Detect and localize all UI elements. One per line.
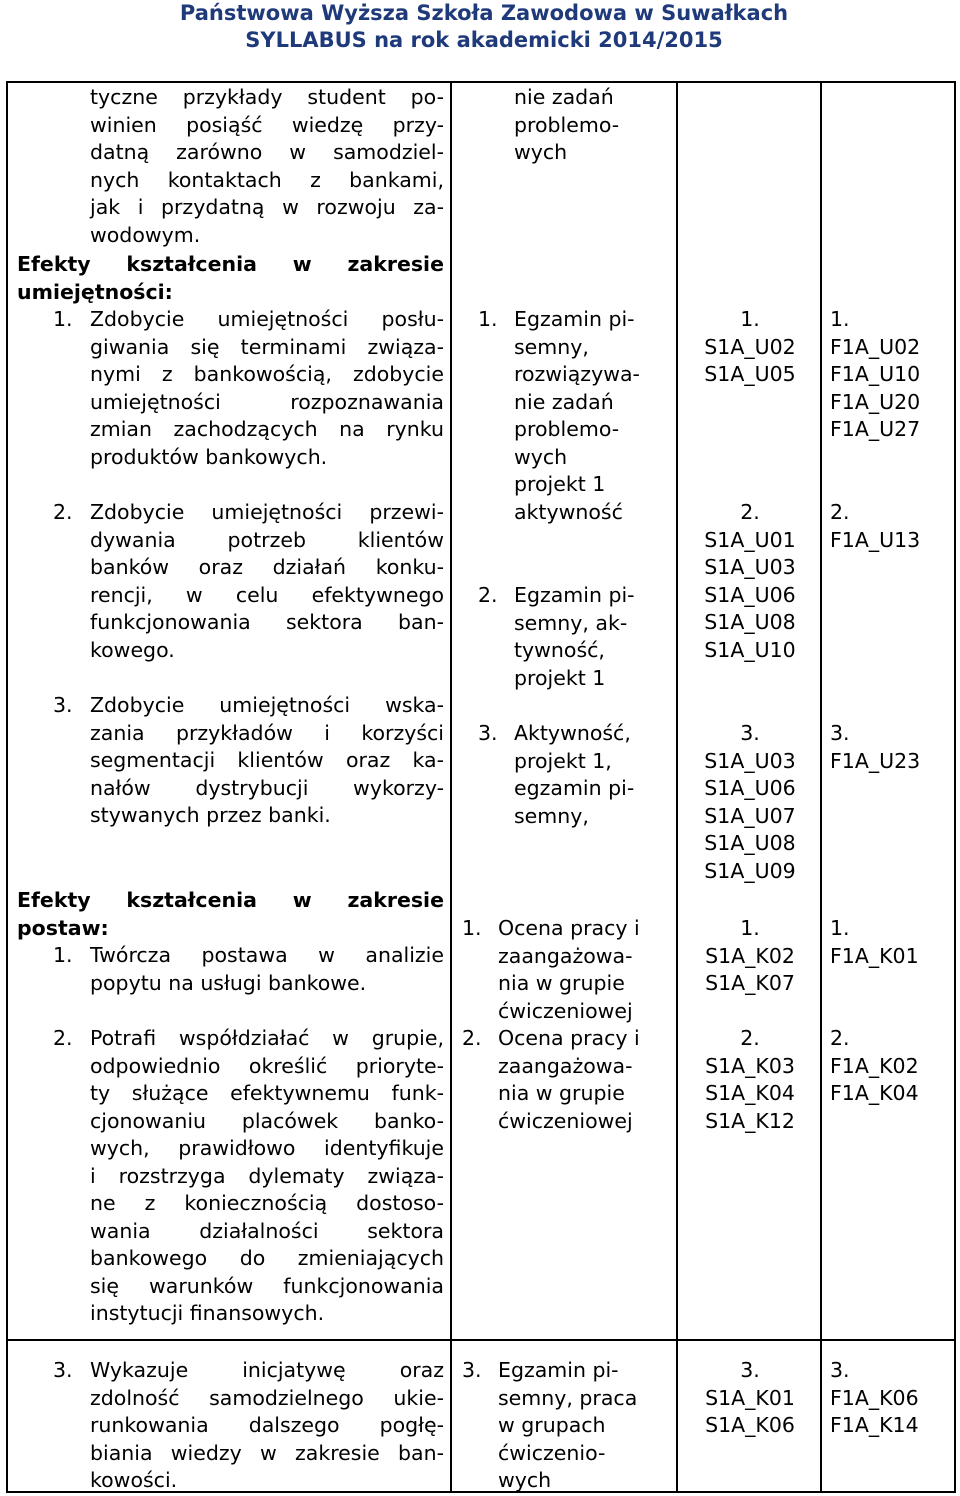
- text-line: S1A_U01: [704, 527, 796, 552]
- text-line: cjonowaniu placówek banko-: [90, 1108, 444, 1133]
- text-line: wodowym.: [90, 222, 201, 247]
- text-line: 2.: [830, 500, 850, 524]
- text-line: Egzamin pi-: [514, 583, 635, 607]
- f1a-codes-attitude-1: [830, 915, 952, 970]
- text-line: zmian zachodzących na rynku: [90, 417, 444, 441]
- text-line: popytu na usługi bankowe.: [90, 970, 367, 995]
- text-line: Twórcza postawa w analizie: [90, 943, 444, 967]
- text-line: 1.: [740, 916, 760, 940]
- attitudes-heading: [17, 887, 444, 942]
- text-line: S1A_K06: [705, 1413, 795, 1437]
- text-line: kowego.: [90, 637, 175, 662]
- text-line: rozwiązywa-: [514, 362, 640, 386]
- text-line: F1A_U23: [830, 748, 921, 773]
- skill-1-number: 1.: [53, 307, 73, 331]
- text-line: F1A_U02: [830, 334, 921, 359]
- text-line: S1A_U03: [704, 748, 796, 773]
- text-line: S1A_K02: [705, 943, 795, 968]
- attitude-3-number: 3.: [53, 1358, 73, 1382]
- text-line: wych: [498, 1468, 552, 1492]
- text-line: wania działalności sektora: [90, 1218, 444, 1243]
- skill-2-text: [90, 499, 444, 664]
- text-line: Zdobycie umiejętności wska-: [90, 693, 444, 717]
- text-line: i rozstrzyga dylematy związa-: [90, 1163, 444, 1188]
- text-line: 1.: [830, 307, 850, 331]
- text-line: F1A_U10: [830, 362, 921, 386]
- text-line: projekt 1: [514, 472, 606, 496]
- text-line: wych: [514, 140, 568, 164]
- column-divider: [450, 83, 452, 1491]
- method-1-text: [514, 306, 664, 526]
- method-6-number: 3.: [462, 1358, 482, 1382]
- text-line: funkcjonowania sektora ban-: [90, 610, 444, 634]
- text-line: segmentacji klientów oraz ka-: [90, 748, 444, 772]
- text-line: projekt 1: [514, 665, 606, 690]
- text-line: ćwiczeniowej: [498, 1108, 633, 1133]
- text-line: 2.: [740, 500, 760, 524]
- text-line: tywność,: [514, 638, 605, 662]
- text-line: S1A_K12: [705, 1108, 795, 1133]
- text-line: aktywność: [514, 499, 623, 524]
- text-line: S1A_U02: [704, 334, 796, 359]
- text-line: S1A_K07: [705, 971, 795, 995]
- text-line: semny, ak-: [514, 610, 628, 635]
- s1a-codes-attitude-2: [690, 1025, 810, 1135]
- text-line: rencji, w celu efektywnego: [90, 582, 444, 607]
- intro-text: [90, 84, 444, 249]
- text-line: ćwiczeniowej: [498, 998, 633, 1023]
- f1a-codes-attitude-2: [830, 1025, 952, 1108]
- text-line: ćwiczenio-: [498, 1440, 606, 1465]
- text-line: zaangażowa-: [498, 1053, 633, 1078]
- method-6-text: [498, 1357, 666, 1495]
- method-3-number: 3.: [478, 721, 498, 745]
- text-line: 3.: [830, 1358, 850, 1382]
- text-line: Efekty kształcenia w zakresie: [17, 888, 444, 912]
- skill-3-text: [90, 692, 444, 830]
- method-5-number: 2.: [462, 1026, 482, 1050]
- text-line: umiejętności rozpoznawania: [90, 389, 444, 414]
- column-divider: [676, 83, 678, 1491]
- method-continued-text: [514, 84, 664, 167]
- text-line: egzamin pi-: [514, 776, 635, 800]
- s1a-codes-skill-2: [690, 499, 810, 664]
- row-divider: [8, 1339, 954, 1341]
- text-line: wych, prawidłowo identyfikuje: [90, 1136, 444, 1160]
- text-line: nia w grupie: [498, 1081, 625, 1105]
- text-line: 2.: [830, 1026, 850, 1050]
- text-line: F1A_K04: [830, 1081, 919, 1105]
- skill-3-number: 3.: [53, 693, 73, 717]
- text-line: Ocena pracy i: [498, 1026, 640, 1050]
- text-line: S1A_U06: [704, 582, 796, 607]
- text-line: datną zarówno w samodziel-: [90, 140, 444, 164]
- text-line: runkowania dalszego pogłę-: [90, 1413, 444, 1437]
- text-line: nie zadań: [514, 85, 614, 109]
- attitude-2-text: [90, 1025, 444, 1328]
- text-line: dywania potrzeb klientów: [90, 527, 444, 552]
- skills-heading: [17, 251, 444, 306]
- attitude-1-text: [90, 942, 444, 997]
- text-line: Zdobycie umiejętności przewi-: [90, 500, 444, 524]
- text-line: umiejętności:: [17, 279, 173, 304]
- text-line: nie zadań: [514, 389, 614, 414]
- text-line: 2.: [740, 1026, 760, 1050]
- text-line: 1.: [740, 307, 760, 331]
- text-line: wych: [514, 444, 568, 469]
- text-line: S1A_U09: [704, 858, 796, 883]
- text-line: Efekty kształcenia w zakresie: [17, 252, 444, 276]
- s1a-codes-skill-1: [690, 306, 810, 389]
- text-line: 3.: [740, 1358, 760, 1382]
- text-line: problemo-: [514, 112, 620, 137]
- text-line: S1A_K03: [705, 1053, 795, 1078]
- text-line: semny,: [514, 334, 589, 359]
- text-line: semny,: [514, 803, 589, 828]
- text-line: F1A_K14: [830, 1413, 919, 1437]
- text-line: nych kontaktach z bankami,: [90, 167, 444, 192]
- text-line: winien posiąść wiedzę przy-: [90, 112, 444, 137]
- text-line: się warunków funkcjonowania: [90, 1273, 444, 1298]
- attitude-2-number: 2.: [53, 1026, 73, 1050]
- text-line: S1A_U10: [704, 637, 796, 662]
- text-line: F1A_U13: [830, 527, 921, 552]
- text-line: Wykazuje inicjatywę oraz: [90, 1358, 444, 1382]
- text-line: S1A_K04: [705, 1081, 795, 1105]
- f1a-codes-skill-2: [830, 499, 952, 554]
- text-line: zaangażowa-: [498, 943, 633, 968]
- header-school-name: Państwowa Wyższa Szkoła Zawodowa w Suwałkach: [179, 1, 789, 25]
- text-line: 3.: [740, 721, 760, 745]
- text-line: bankowego do zmieniających: [90, 1246, 444, 1270]
- text-line: tyczne przykłady student po-: [90, 85, 444, 109]
- method-2-number: 2.: [478, 583, 498, 607]
- text-line: instytucji finansowych.: [90, 1301, 325, 1325]
- text-line: S1A_K01: [705, 1385, 795, 1410]
- text-line: S1A_U07: [704, 803, 796, 828]
- text-line: Aktywność,: [514, 721, 631, 745]
- header-syllabus-year: SYLLABUS na rok akademicki 2014/2015: [245, 28, 723, 52]
- text-line: Zdobycie umiejętności posłu-: [90, 307, 444, 331]
- s1a-codes-attitude-1: [690, 915, 810, 998]
- text-line: S1A_U03: [704, 555, 796, 579]
- f1a-codes-skill-1: [830, 306, 952, 444]
- text-line: problemo-: [514, 417, 620, 441]
- s1a-codes-skill-3: [690, 720, 810, 885]
- text-line: F1A_U27: [830, 417, 921, 441]
- text-line: banków oraz działań konku-: [90, 555, 444, 579]
- text-line: nia w grupie: [498, 971, 625, 995]
- method-1-number: 1.: [478, 307, 498, 331]
- s1a-codes-attitude-3: [690, 1357, 810, 1440]
- text-line: S1A_U08: [704, 831, 796, 855]
- text-line: produktów bankowych.: [90, 444, 328, 469]
- text-line: jak i przydatną w rozwoju za-: [90, 195, 444, 219]
- text-line: zdolność samodzielnego ukie-: [90, 1385, 444, 1410]
- text-line: S1A_U05: [704, 362, 796, 386]
- text-line: stywanych przez banki.: [90, 803, 331, 827]
- text-line: F1A_U20: [830, 389, 921, 414]
- f1a-codes-attitude-3: [830, 1357, 952, 1440]
- method-4-text: [498, 915, 666, 1025]
- text-line: Ocena pracy i: [498, 916, 640, 940]
- attitude-3-text: [90, 1357, 444, 1495]
- text-line: postaw:: [17, 915, 109, 940]
- text-line: F1A_K01: [830, 943, 919, 968]
- skill-1-text: [90, 306, 444, 471]
- text-line: odpowiednio określić prioryte-: [90, 1053, 444, 1078]
- method-4-number: 1.: [462, 916, 482, 940]
- method-2-text: [514, 582, 664, 692]
- text-line: Potrafi współdziałać w grupie,: [90, 1026, 444, 1050]
- f1a-codes-skill-3: [830, 720, 952, 775]
- text-line: S1A_U06: [704, 776, 796, 800]
- method-3-text: [514, 720, 664, 830]
- text-line: nymi z bankowością, zdobycie: [90, 362, 444, 386]
- attitude-1-number: 1.: [53, 943, 73, 967]
- text-line: Egzamin pi-: [498, 1358, 619, 1382]
- column-divider: [820, 83, 822, 1491]
- text-line: projekt 1,: [514, 748, 612, 773]
- text-line: S1A_U08: [704, 610, 796, 634]
- text-line: ty służące efektywnemu funk-: [90, 1081, 444, 1105]
- text-line: nałów dystrybucji wykorzy-: [90, 775, 444, 800]
- text-line: 1.: [830, 916, 850, 940]
- text-line: semny, praca: [498, 1385, 638, 1410]
- text-line: F1A_K06: [830, 1385, 919, 1410]
- skill-2-number: 2.: [53, 500, 73, 524]
- text-line: 3.: [830, 721, 850, 745]
- text-line: F1A_K02: [830, 1053, 919, 1078]
- text-line: giwania się terminami związa-: [90, 334, 444, 359]
- text-line: ne z koniecznością dostoso-: [90, 1191, 444, 1215]
- text-line: zania przykładów i korzyści: [90, 720, 444, 745]
- text-line: Egzamin pi-: [514, 307, 635, 331]
- text-line: w grupach: [498, 1413, 606, 1437]
- text-line: biania wiedzy w zakresie ban-: [90, 1440, 444, 1465]
- method-5-text: [498, 1025, 666, 1135]
- text-line: kowości.: [90, 1468, 178, 1492]
